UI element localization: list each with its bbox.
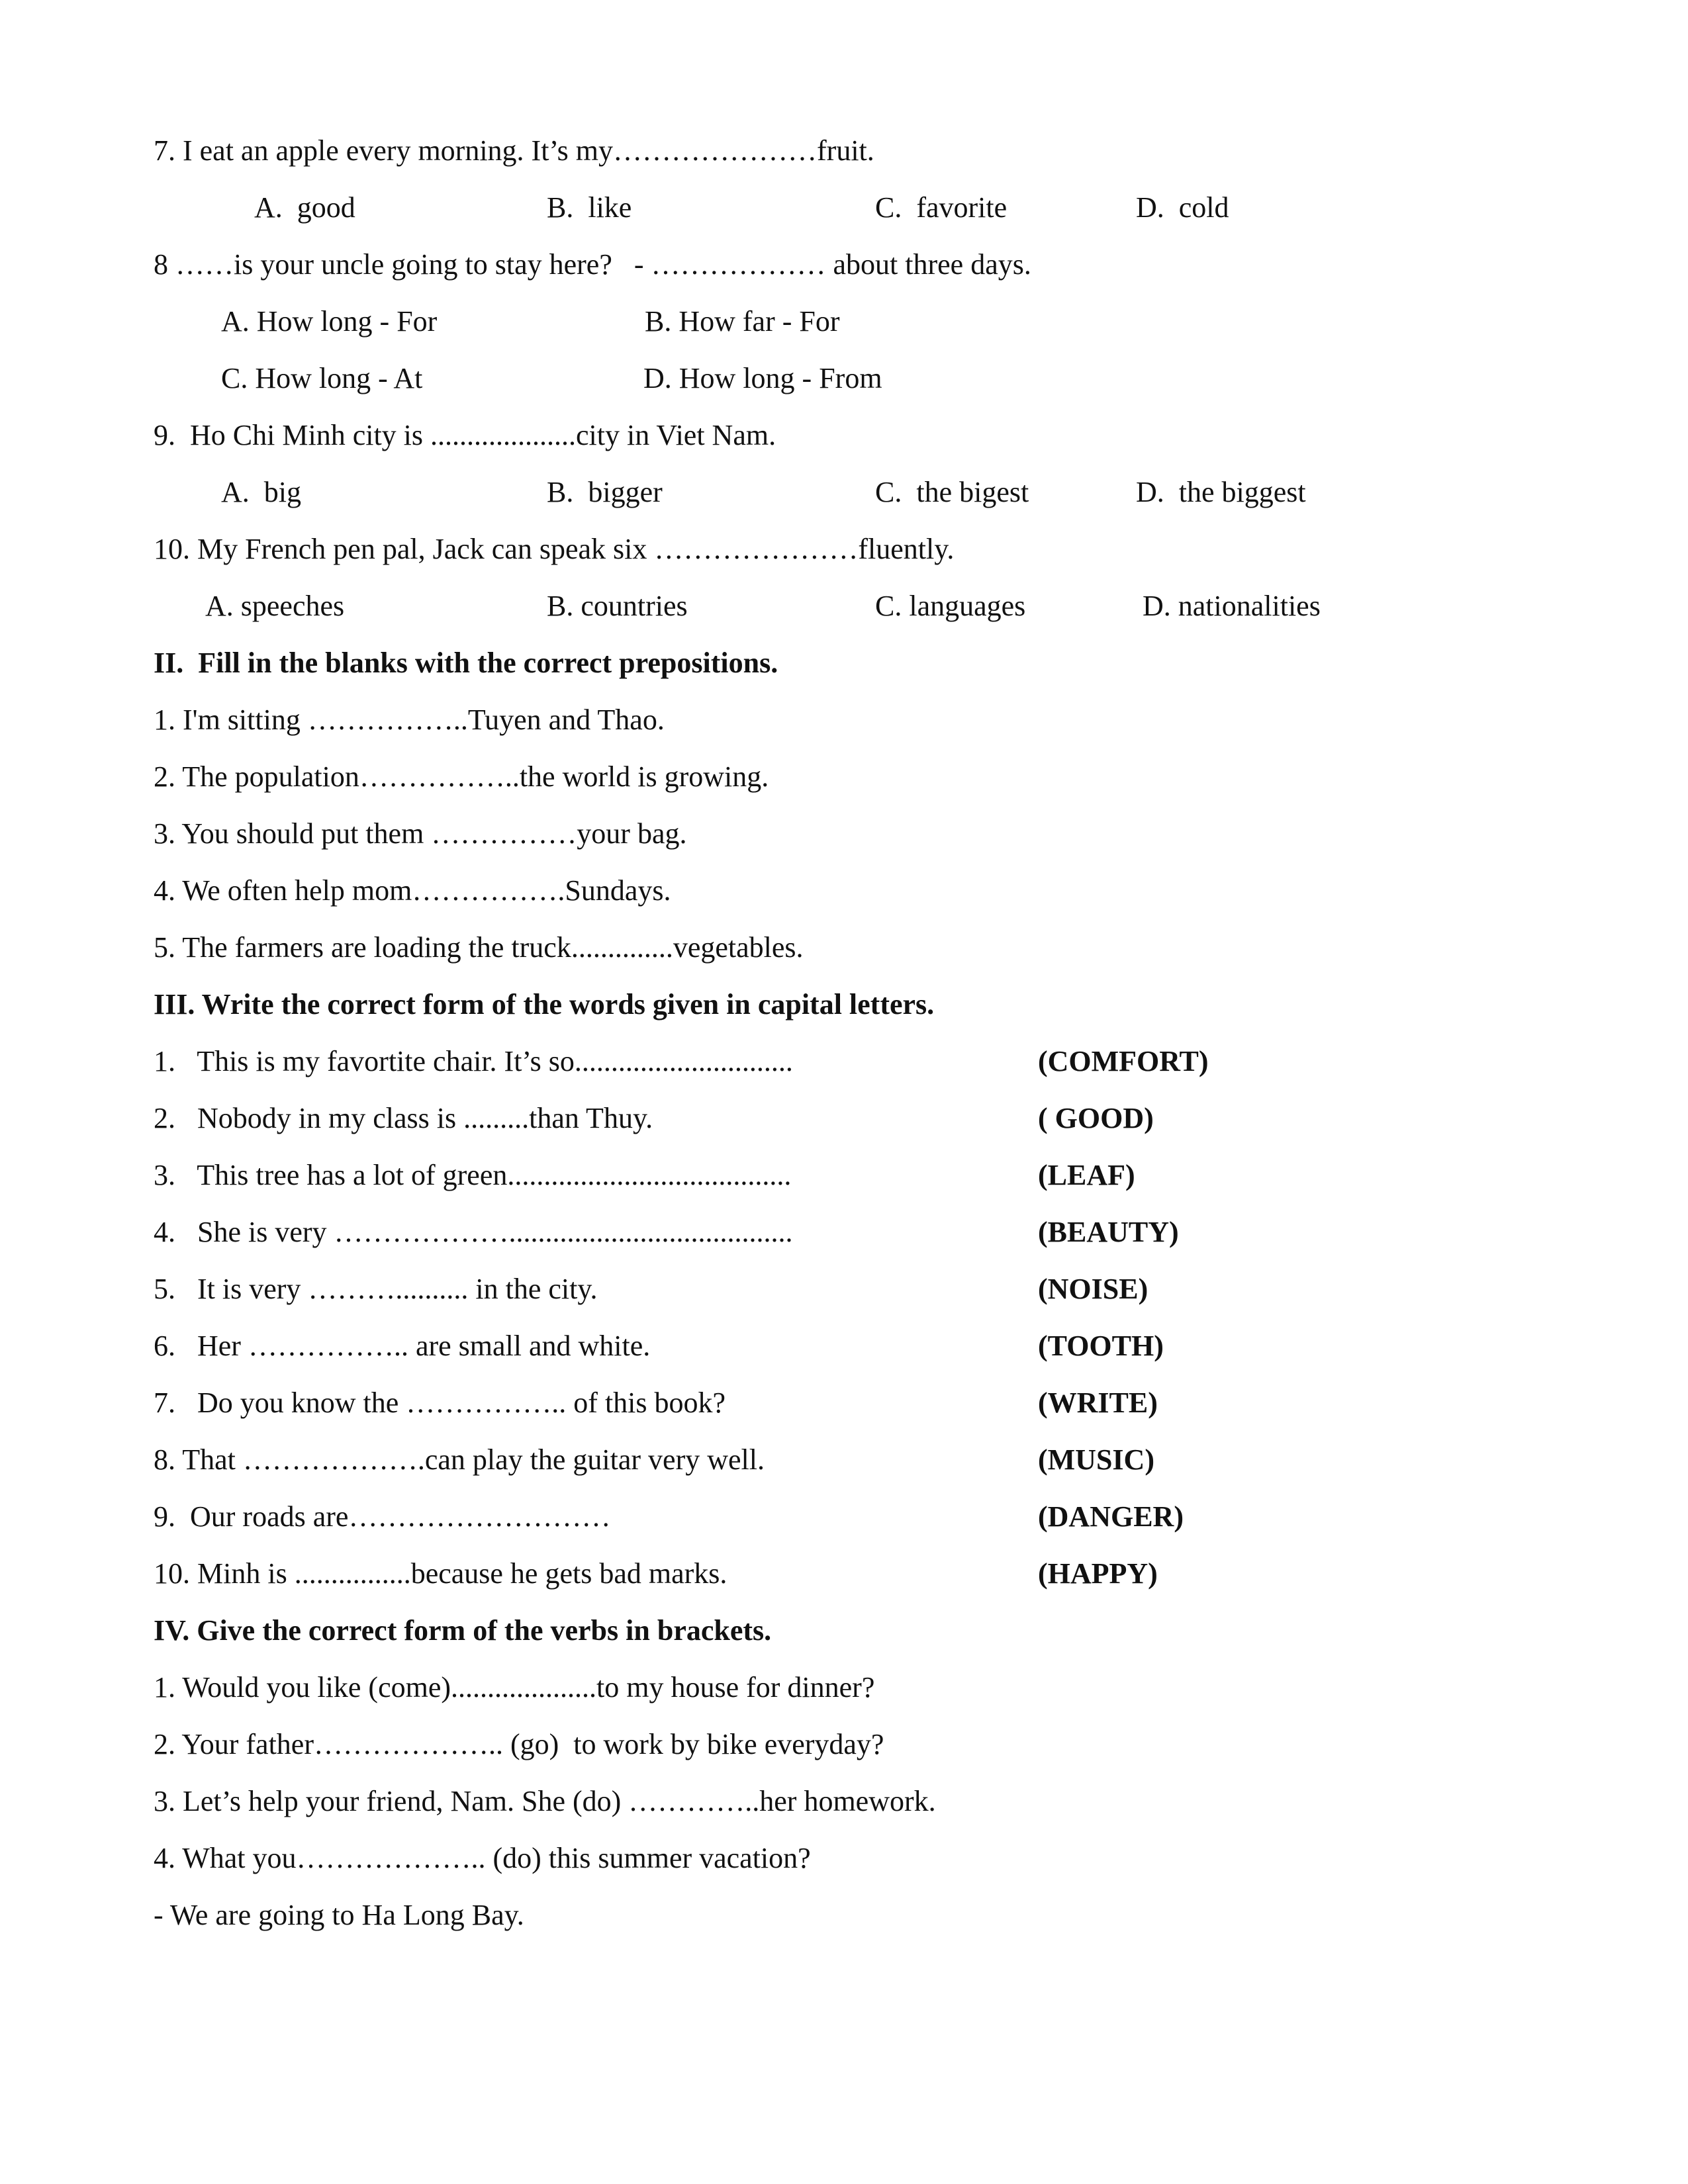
question-10-option-a: A. speeches bbox=[205, 590, 345, 622]
section-3-word: (COMFORT) bbox=[1038, 1045, 1209, 1077]
section-3-item: 6. Her …………….. are small and white. bbox=[154, 1330, 651, 1362]
question-7-option-c: C. favorite bbox=[875, 191, 1008, 224]
question-9-stem: 9. Ho Chi Minh city is ....................city in Viet Nam. bbox=[154, 419, 776, 451]
section-2-heading: II. Fill in the blanks with the correct prepositions. bbox=[154, 647, 778, 679]
section-3-item: 9. Our roads are……………………… bbox=[154, 1500, 611, 1533]
question-10-stem: 10. My French pen pal, Jack can speak six …………………fluently. bbox=[154, 533, 955, 565]
question-10-option-d: D. nationalities bbox=[1143, 590, 1321, 622]
section-3-item: 7. Do you know the …………….. of this book? bbox=[154, 1387, 726, 1419]
question-9-option-b: B. bigger bbox=[547, 476, 663, 508]
section-2-item: 4. We often help mom…………….Sundays. bbox=[154, 874, 671, 907]
question-9-option-a: A. big bbox=[221, 476, 301, 508]
question-9-option-c: C. the bigest bbox=[875, 476, 1029, 508]
section-4-answer: - We are going to Ha Long Bay. bbox=[154, 1899, 524, 1931]
section-3-heading: III. Write the correct form of the words given in capital letters. bbox=[154, 988, 935, 1021]
question-10-option-c: C. languages bbox=[875, 590, 1026, 622]
section-4-item: 4. What you……………….. (do) this summer vacation? bbox=[154, 1842, 811, 1874]
section-2-item: 2. The population……………..the world is growing. bbox=[154, 760, 769, 793]
section-3-word: (WRITE) bbox=[1038, 1387, 1158, 1419]
question-8-option-d: D. How long - From bbox=[643, 362, 882, 394]
section-3-word: (MUSIC) bbox=[1038, 1443, 1154, 1476]
section-2-item: 3. You should put them ……………your bag. bbox=[154, 817, 687, 850]
section-3-word: (HAPPY) bbox=[1038, 1557, 1158, 1590]
question-8-option-c: C. How long - At bbox=[221, 362, 423, 394]
question-8-option-a: A. How long - For bbox=[221, 305, 438, 338]
section-3-word: (NOISE) bbox=[1038, 1273, 1149, 1305]
section-4-item: 3. Let’s help your friend, Nam. She (do) …………..her homework. bbox=[154, 1785, 936, 1817]
section-3-item: 2. Nobody in my class is .........than Thuy. bbox=[154, 1102, 653, 1134]
question-10-option-b: B. countries bbox=[547, 590, 688, 622]
section-3-word: (DANGER) bbox=[1038, 1500, 1184, 1533]
section-3-word: ( GOOD) bbox=[1038, 1102, 1154, 1134]
question-8-option-b: B. How far - For bbox=[645, 305, 840, 338]
section-3-word: (BEAUTY) bbox=[1038, 1216, 1179, 1248]
section-3-item: 10. Minh is ................because he gets bad marks. bbox=[154, 1557, 727, 1590]
question-9-option-d: D. the biggest bbox=[1136, 476, 1306, 508]
section-2-item: 5. The farmers are loading the truck..............vegetables. bbox=[154, 931, 804, 964]
section-3-item: 1. This is my favortite chair. It’s so.............................. bbox=[154, 1045, 793, 1077]
section-3-item: 5. It is very ……….......... in the city. bbox=[154, 1273, 598, 1305]
section-2-item: 1. I'm sitting ……………..Tuyen and Thao. bbox=[154, 704, 665, 736]
question-7-option-b: B. like bbox=[547, 191, 632, 224]
question-7-option-a: A. good bbox=[254, 191, 355, 224]
question-7-stem: 7. I eat an apple every morning. It’s my…………………fruit. bbox=[154, 134, 874, 167]
section-3-item: 8. That ……………….can play the guitar very well. bbox=[154, 1443, 765, 1476]
section-3-word: (LEAF) bbox=[1038, 1159, 1135, 1191]
question-7-option-d: D. cold bbox=[1136, 191, 1229, 224]
section-3-item: 4. She is very ………………....................................... bbox=[154, 1216, 793, 1248]
section-4-item: 1. Would you like (come)....................to my house for dinner? bbox=[154, 1671, 875, 1704]
section-3-word: (TOOTH) bbox=[1038, 1330, 1164, 1362]
question-8-stem: 8 ……is your uncle going to stay here? - ……………… about three days. bbox=[154, 248, 1031, 281]
section-4-heading: IV. Give the correct form of the verbs in brackets. bbox=[154, 1614, 772, 1647]
section-4-item: 2. Your father……………….. (go) to work by bike everyday? bbox=[154, 1728, 884, 1760]
section-3-item: 3. This tree has a lot of green....................................... bbox=[154, 1159, 792, 1191]
